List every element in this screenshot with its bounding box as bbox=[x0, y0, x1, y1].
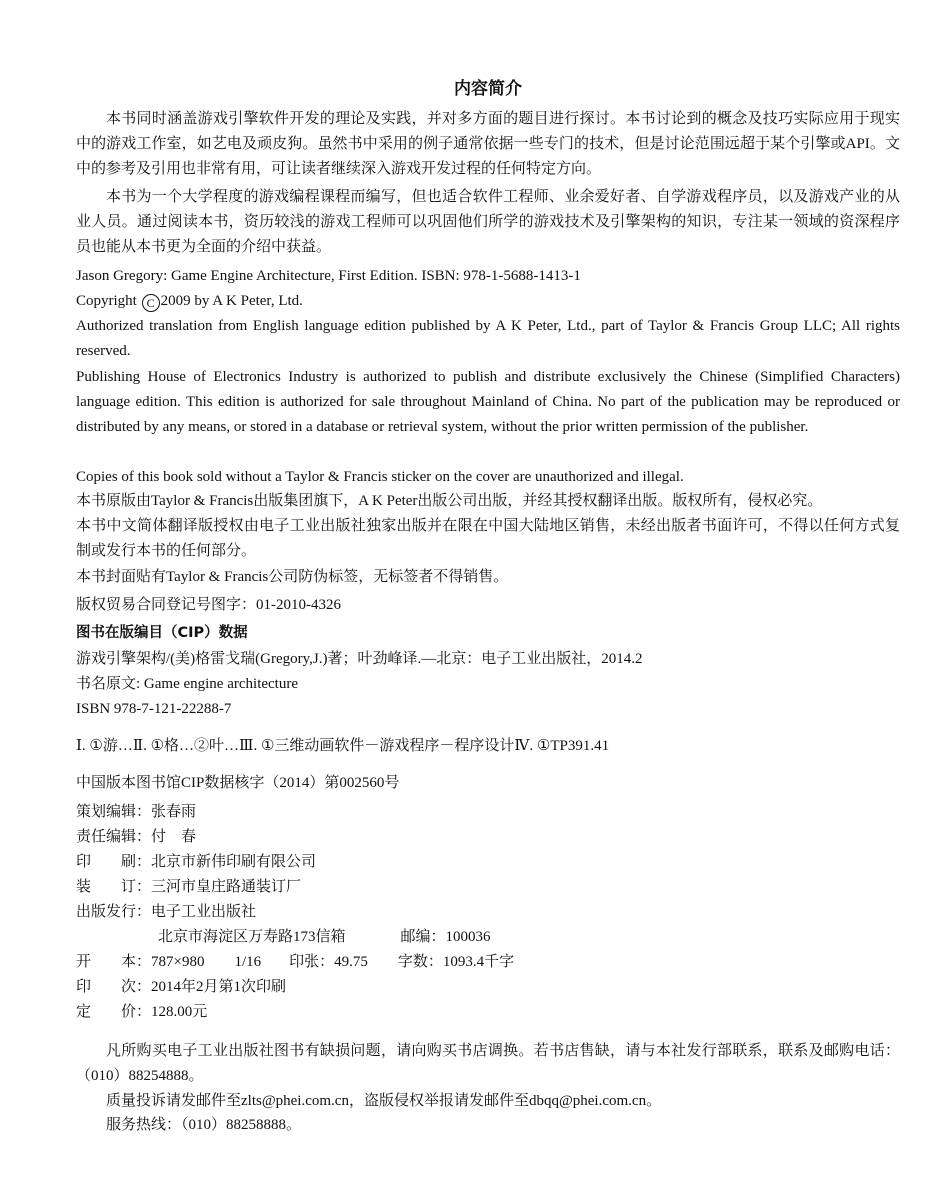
printing-line bbox=[76, 850, 900, 875]
publisher-value: 电子工业出版社 bbox=[151, 904, 257, 920]
binding-value: 三河市皇庄路通装订厂 bbox=[151, 879, 302, 895]
printing-value: 北京市新伟印刷有限公司 bbox=[151, 854, 317, 870]
authorized-translation-text: Authorized translation from English language edition published by A K Peter, Ltd., part of Taylor & Francis Group LLC; All rights reserved. bbox=[76, 318, 900, 359]
intro-paragraph-2: 本书为一个大学程度的游戏编程课程而编写，但也适合软件工程师、业余爱好者、自学游戏程序员，以及游戏产业的从业人员。通过阅读本书，资历较浅的游戏工程师可以巩固他们所学的游戏技术及引擎架构的知识，专注某一领域的资深程序员也能从本书更为全面的介绍中获益。 bbox=[76, 189, 900, 255]
defect-notice: 凡所购买电子工业出版社图书有缺损问题，请向购买书店调换。若书店售缺，请与本社发行部联系，联系及邮购电话：（010）88254888。 bbox=[76, 1043, 900, 1084]
cip-original-title: 书名原文: Game engine architecture bbox=[76, 676, 298, 692]
sticker-notice-cn: 本书封面贴有Taylor & Francis公司防伪标签，无标签者不得销售。 bbox=[76, 569, 509, 585]
contract-number: 版权贸易合同登记号图字：01-2010-4326 bbox=[76, 597, 341, 613]
impression-line bbox=[76, 975, 900, 1000]
impression-value: 2014年2月第1次印刷 bbox=[151, 979, 287, 995]
format-value: 787×980 bbox=[151, 954, 205, 970]
intro-paragraph-1: 本书同时涵盖游戏引擎软件开发的理论及实践，并对多方面的题目进行探讨。本书讨论到的概念及技巧实际应用于现实中的游戏工作室，如艺电及顽皮狗。虽然书中采用的例子通常依据一些专门的技术，但是讨论范围远超于某个引擎或API。文中的参考及引用也非常有用，可让读者继续深入游戏开发过程的任何特定方向。 bbox=[76, 111, 900, 177]
copyright-icon: C bbox=[142, 294, 160, 312]
address-value: 北京市海淀区万寿路173信箱 bbox=[158, 929, 346, 945]
cip-heading: 图书在版编目（CIP）数据 bbox=[76, 625, 248, 641]
page-title: 内容简介 bbox=[454, 79, 522, 99]
responsible-editor: 责任编辑：付 春 bbox=[76, 829, 197, 845]
copyright-line bbox=[76, 289, 900, 314]
impression-label: 印 次： bbox=[76, 979, 152, 995]
copyright-prefix: Copyright bbox=[76, 293, 137, 309]
format-fraction: 1/16 bbox=[234, 954, 262, 970]
printing-label: 印 刷： bbox=[76, 854, 152, 870]
postcode-value: 邮编：100036 bbox=[400, 929, 491, 945]
cip-entry: 游戏引擎架构/(美)格雷戈瑞(Gregory,J.)著；叶劲峰译.—北京：电子工业出版社，2014.2 bbox=[76, 651, 643, 667]
price-label: 定 价： bbox=[76, 1004, 152, 1020]
cip-classification: Ⅰ. ①游…Ⅱ. ①格…②叶…Ⅲ. ①三维动画软件－游戏程序－程序设计Ⅳ. ①TP391.41 bbox=[76, 738, 610, 754]
format-label: 开 本： bbox=[76, 954, 152, 970]
binding-line bbox=[76, 875, 900, 900]
original-publisher-cn: 本书原版由Taylor & Francis出版集团旗下，A K Peter出版公司出版，并经其授权翻译出版。版权所有，侵权必究。 bbox=[76, 493, 823, 509]
cip-isbn: ISBN 978-7-121-22288-7 bbox=[76, 701, 232, 717]
planning-editor: 策划编辑：张春雨 bbox=[76, 804, 197, 820]
publisher-line bbox=[76, 900, 900, 925]
service-hotline: 服务热线：（010）88258888。 bbox=[106, 1117, 302, 1133]
copyright-suffix: 2009 by A K Peter, Ltd. bbox=[160, 293, 303, 309]
publisher-label: 出版发行： bbox=[76, 904, 152, 920]
publishing-house-text: Publishing House of Electronics Industry is authorized to publish and distribute exclusively the Chinese (Simplified Characters) language edition. This edition is authorized for sale throughout Mainland of China. No part of the publication may be reproduced or distributed by any means, or stored in a database or retrieval system, without the prior written permission of the publisher. bbox=[76, 369, 900, 435]
complaint-notice: 质量投诉请发邮件至zlts@phei.com.cn，盗版侵权举报请发邮件至dbqq@phei.com.cn。 bbox=[106, 1093, 662, 1109]
binding-label: 装 订： bbox=[76, 879, 152, 895]
original-edition-line: Jason Gregory: Game Engine Architecture, First Edition. ISBN: 978-1-5688-1413-1 bbox=[76, 268, 581, 284]
cip-core-number: 中国版本图书馆CIP数据核字（2014）第002560号 bbox=[76, 775, 400, 791]
words-value: 字数：1093.4千字 bbox=[397, 954, 515, 970]
translation-rights-cn: 本书中文简体翻译版授权由电子工业出版社独家出版并在限在中国大陆地区销售，未经出版者书面许可，不得以任何方式复制或发行本书的任何部分。 bbox=[76, 518, 900, 559]
address-line bbox=[158, 925, 950, 950]
sheets-value: 印张：49.75 bbox=[289, 954, 368, 970]
price-line bbox=[76, 1000, 900, 1025]
price-value: 128.00元 bbox=[151, 1004, 208, 1020]
format-line bbox=[76, 950, 900, 975]
sticker-notice-en: Copies of this book sold without a Taylor & Francis sticker on the cover are unauthorized and illegal. bbox=[76, 469, 684, 485]
